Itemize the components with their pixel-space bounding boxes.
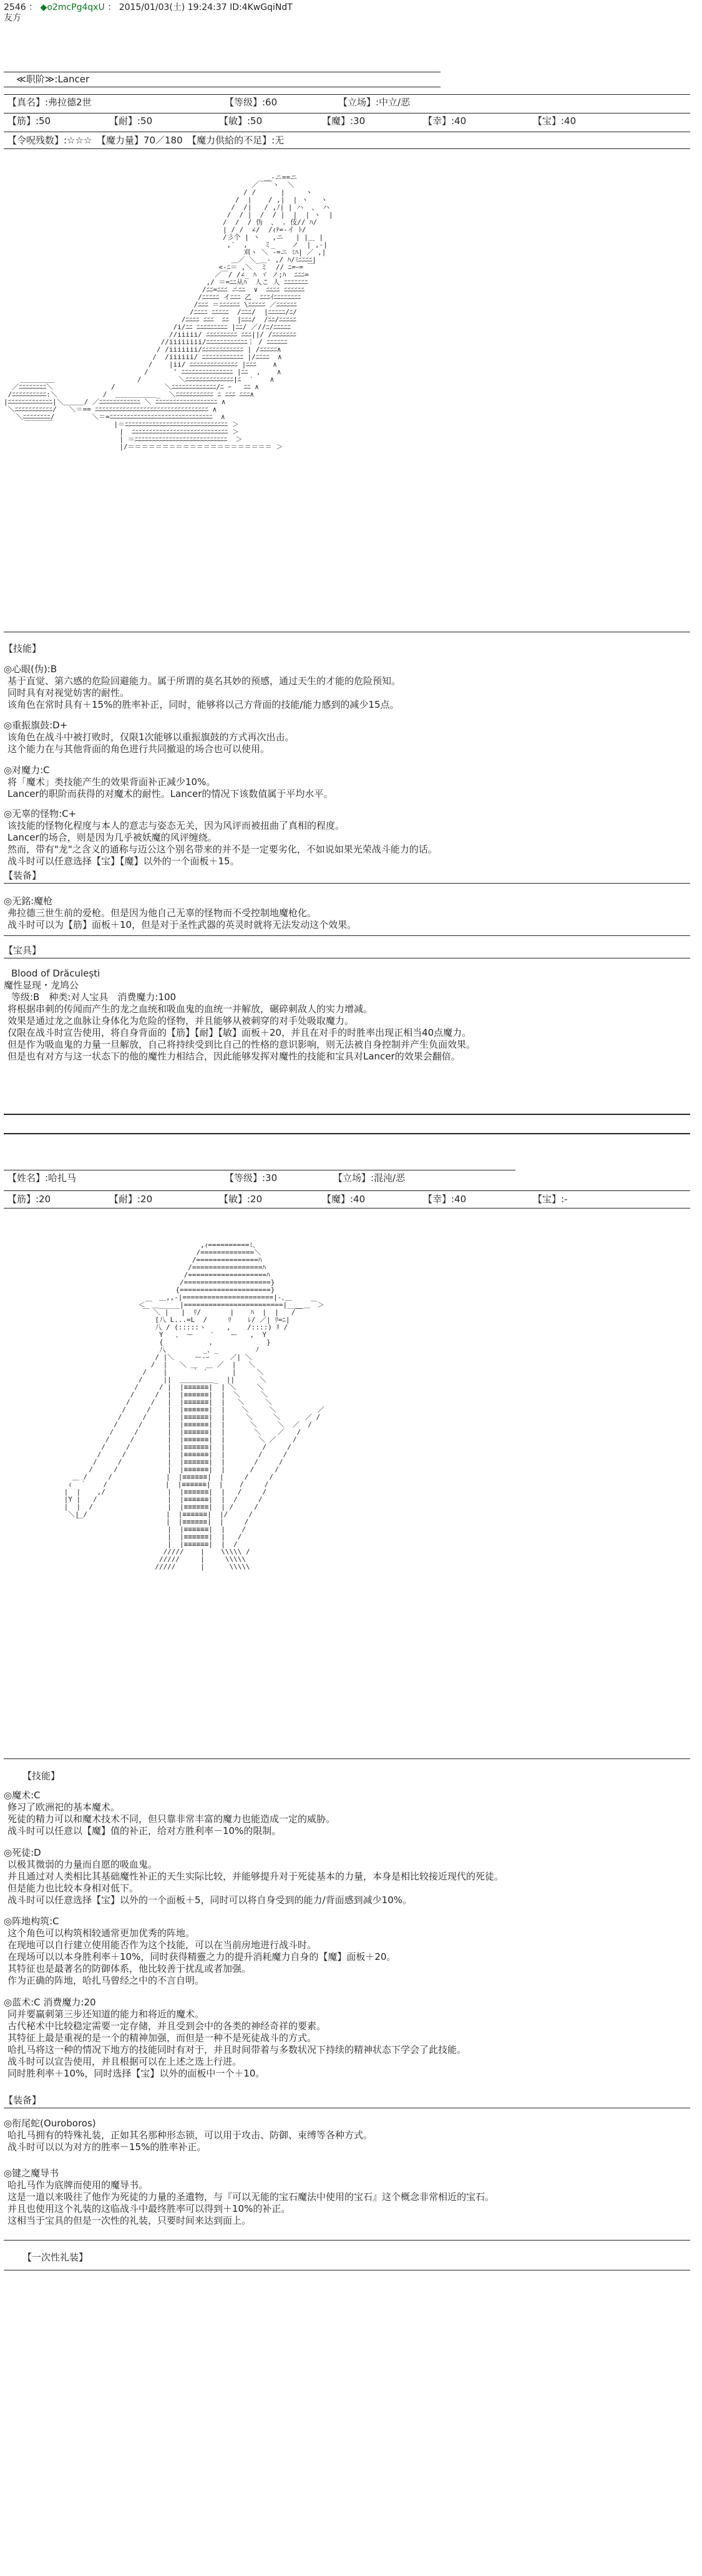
level: 【等级】:60	[225, 97, 278, 108]
command-line: 【令呪残数】:☆☆☆ 【魔力量】70／180 【魔力供給的不足】:无	[7, 135, 285, 146]
equip2-desc-2: 哈扎马作为底牌而使用的魔导书。 这是一道以来吸往了他作为死徒的力量的圣遺物，与『可以无能的宝石魔法中使用的宝石』这个概念非常相近的宝石。 并且也使用这个礼装的这临战斗中最终胜率可以得到＋10%的补正。 这相当于宝具的但是一次性的礼装，只要时间来达到面上。	[7, 2179, 495, 2226]
stat-end-2: 【耐】:20	[109, 1194, 153, 1205]
skill2-name-4: ◎蓝术:C 消费魔力:20	[4, 1997, 96, 2008]
np-desc: 将根据串刺的传闻而产生的龙之血统和吸血鬼的血统一并解放，碾碎刺敌人的实力增减。 效果是通过龙之血脉让身体化为危险的怪物，并且能够从被刺穿的对手处吸取魔力。 仅限在战斗时宣告使用，将自身背面的【筋】【耐】【敏】面板＋20，并且在对手的时胜率出现正相当40点魔力。 但是作为吸血鬼的力量一旦解放，自己将持续受到比自己的性格的意识影响，则无法被自身控制并产生负面效果。 但是也有对方与这一状态下的他的魔性力相结合，因此能够发挥对魔性的技能和宝具对Lancer的效果会翻倍。	[7, 1003, 476, 1062]
post-date: 2015/01/03(土) 19:24:37	[119, 2, 227, 12]
skill-name-2: ◎重振旗鼓:D+	[4, 720, 68, 731]
stat-luk: 【幸】:40	[423, 115, 467, 127]
stat-np-2: 【宝】:-	[533, 1194, 568, 1205]
class-label: ≪职阶≫:Lancer	[16, 74, 90, 85]
skill-desc-2: 该角色在战斗中被打败时，仅限1次能够以重振旗鼓的方式再次出击。 这个能力在与其他背面的角色进行共同撤退的场合也可以使用。	[7, 731, 295, 755]
oneoff-header: 【一次性礼装】	[22, 2252, 89, 2263]
skill-name-4: ◎无辜的怪物:C+	[4, 808, 77, 819]
equip-name-1: ◎无銘:魔枪	[4, 895, 53, 907]
equip-header: 【装备】	[4, 870, 42, 881]
equip-rule-bottom	[4, 935, 690, 936]
poster-trip[interactable]: ◆o2mcPg4qxU	[40, 2, 105, 12]
separator-2	[4, 1133, 690, 1134]
skill2-name-2: ◎死徒:D	[4, 1847, 41, 1858]
skills-rule-top-2	[4, 1758, 690, 1759]
name-2: 【姓名】:哈扎马	[7, 1172, 77, 1184]
equip2-name-2: ◎键之魔导书	[4, 2168, 59, 2179]
stat-agi-2: 【敏】:20	[219, 1194, 263, 1205]
command-row	[4, 135, 696, 147]
equip-header-2: 【装备】	[4, 2095, 42, 2106]
oneoff-rule-top	[4, 2240, 690, 2241]
poster-name: 友方	[4, 13, 21, 23]
skill-desc-4: 该技能的怪物化程度与本人的意志与姿态无关，因为风评而被扭曲了真相的程度。 Lancer的场合，则是因为几乎被妖魔的风评缠绕。 然而，带有"龙"之含义的通称与迈公这个别名带来的并不是一定要劣化，不如说如果光荣战斗能力的话。 战斗时可以任意选择【宝】【魔】以外的一个面板＋15。	[7, 820, 437, 867]
equip2-name-1: ◎衔尾蛇(Ouroboros)	[4, 2118, 96, 2129]
equip-desc-1: 弗拉德三世生前的爱枪。但是因为他自己无辜的怪物而不受控制地魔枪化。 战斗时可以为【筋】面板＋10，但是对于圣性武器的英灵时就将无法发动这个效果。	[7, 907, 357, 930]
lancer-ascii-art: ＿-ニ==ニ ／￣￣ヽ ＼ / / | ヽ / | / ,| | ヽ ヽ / /| / ,ﾉ| | ハ 、 ハ / / | / / | | | ヽ | / / / 伪 、 . 伎// ﾊ/ | / / ∠/ /ｨﾃ=-イ ﾄ/ /彡个 | ヽ ,ニ | |＿ | ,′ , ミ_ ノ | ,-| 刈ヽ ＼ -=ニ ﾐﾊ| ／ ,| ＿／ ＼_＿- ,/ ﾊ/ﾐﾆﾆﾆﾆ| <-ﾆ＝ ,＼ ミ // ﾆ=ｰ= ￣ ／￣/ /∠_ ﾊ ヾ ノ;ﾊ ﾆﾆﾆ= ,/ ＝=ﾆﾆ从ﾊ 人こ 人 ﾆﾆﾆﾆﾆﾆﾆ /ﾆﾆ=ﾆﾆﾆ ニﾆﾆ ∨ ﾆﾆﾆﾆ ﾆﾆﾆﾆﾆﾆ /ﾆﾆﾆﾆﾆ イﾆﾆﾆ 乙 ﾆﾆﾆｲﾆﾆﾆﾆﾆﾆﾆﾆ /ﾆﾆﾆ ＝ﾆﾆﾆﾆﾆﾆ \ﾆﾆﾆﾆﾆ ／ﾆﾆﾆﾆﾆﾆ /ﾆﾆﾆﾆ ﾆﾆﾆﾆﾆ /ﾆﾆﾆ/ |ﾆﾆﾆﾆﾆ/ﾆ/ /ﾆﾆﾆﾆ ﾆﾆﾆ ﾆﾆ |ﾆﾆﾆ/ /ﾆﾆ/ﾆﾆﾆﾆﾆ /i/ﾆﾆ ﾆﾆﾆﾆﾆﾆﾆﾆﾆ |ﾆﾆ/ ／//ﾆ/ﾆﾆﾆﾆﾆ //iiiii/ ﾆﾆﾆﾆﾆﾆﾆﾆﾆ ﾆﾆﾆ||/ /ﾆﾆﾆﾆﾆﾆﾆ //iiiiiiii/ﾆﾆﾆﾆﾆﾆﾆﾆﾆﾆﾆﾆ｜ / ﾆﾆﾆﾆﾆﾆ / /iiiiiii/ﾆﾆﾆﾆﾆﾆﾆﾆﾆﾆﾆﾆ | /ﾆﾆﾆﾆﾆ∧ / /iiiiii/ ﾆﾆﾆﾆﾆﾆﾆﾆﾆﾆﾆﾆ |/ﾆﾆﾆﾆ ∧ / |ii/ ﾆﾆﾆﾆﾆﾆﾆﾆﾆﾆﾆﾆﾆﾆ |ﾆﾆﾆ ∧ / ' ﾆﾆﾆﾆﾆﾆﾆﾆﾆﾆﾆﾆﾆﾆﾆ |ﾆﾆ , ∧ ＿＿＿＿＿ / ＼ﾆﾆﾆﾆﾆﾆﾆﾆﾆﾆﾆﾆﾆﾆ|ﾆ ′ ∧ ／ﾆﾆﾆﾆﾆﾆﾆﾆ＼ / ＼ﾆﾆﾆﾆﾆﾆﾆﾆﾆﾆﾆﾆﾆ/ﾆ ｰ ﾆﾆ ∧ /ﾆﾆﾆﾆﾆﾆﾆﾆﾆﾆ:＼ / ＿＿＿＿＿＿_ ＼ﾆﾆﾆﾆﾆﾆﾆﾆﾆﾆﾆ ﾆ ﾆﾆﾆ ﾆﾆﾆ∧ |ﾆﾆﾆﾆﾆﾆﾆﾆﾆﾆﾆﾆﾆ|＼＿＿＿/ ／ﾆﾆﾆﾆﾆﾆﾆﾆﾆﾆﾆﾆ ＼ ﾆﾆﾆﾆﾆﾆﾆﾆﾆﾆﾆﾆﾆﾆﾆﾆﾆﾆ ∧ ＼ﾆﾆﾆﾆﾆﾆﾆﾆﾆﾆﾆ/ ＼＝== ﾆﾆﾆﾆﾆﾆﾆﾆﾆﾆﾆﾆﾆﾆﾆﾆﾆﾆﾆﾆﾆﾆﾆﾆﾆﾆﾆﾆﾆﾆﾆﾆﾆ ∧ ＼ﾆﾆﾆﾆﾆﾆﾆﾆ/ ＼＝=ﾆﾆﾆﾆﾆﾆﾆﾆﾆﾆﾆﾆﾆﾆﾆﾆﾆﾆﾆﾆﾆﾆﾆﾆﾆﾆﾆﾆﾆﾆ ∧ ￣￣￣￣ |＝ﾆﾆﾆﾆﾆﾆﾆﾆﾆﾆﾆﾆﾆﾆﾆﾆﾆﾆﾆﾆﾆﾆﾆﾆﾆﾆﾆﾆﾆﾆ ＞ | ﾆﾆﾆﾆﾆﾆﾆﾆﾆﾆﾆﾆﾆﾆﾆﾆﾆﾆﾆﾆﾆﾆﾆﾆﾆﾆﾆﾆ ＞ | ＝ﾆﾆﾆﾆﾆﾆﾆﾆﾆﾆﾆﾆﾆﾆﾆﾆﾆﾆﾆﾆﾆﾆﾆﾆﾆﾆﾆ ＞ |/＝＝＝＝＝＝＝＝＝＝＝＝＝＝＝＝＝＝＝＝＝ ＞	[4, 174, 333, 451]
np-name: 魔性显现・龙鸠公	[4, 980, 79, 991]
skill2-desc-2: 以极其微弱的力量而自愿的吸血鬼。 并且通过对人类相比其基础魔性补正的天生实际比较，并能够提升对于死徒基本的力量，本身是相比较接近现代的死徒。 但是能力也比较本身相对低下。 战斗时可以任意选择【宝】以外的一个面板＋5，同时可以将自身受到的能力/背面感到减少10%。	[7, 1859, 504, 1906]
post-meta: 2546 ： ◆o2mcPg4qxU ： 2015/01/03(土) 19:24:37 ID:4KwGqiNdT	[4, 2, 293, 12]
servant-sheet-1	[4, 74, 696, 1109]
stat-str: 【筋】:50	[7, 115, 51, 127]
post-number: 2546	[4, 2, 26, 12]
skills-header-2: 【技能】	[22, 1770, 61, 1782]
equip-rule-top	[4, 883, 690, 884]
alignment: 【立场】:中立/恶	[338, 97, 411, 108]
stat-luk-2: 【幸】:40	[423, 1194, 467, 1205]
np-header: 【宝具】	[4, 945, 42, 956]
separator-1	[4, 1114, 690, 1115]
stats-rule-top-2	[4, 1190, 690, 1191]
alignment-2: 【立场】:混沌/恶	[333, 1172, 406, 1184]
skill2-name-1: ◎魔术:C	[4, 1790, 41, 1801]
post-id: ID:4KwGqiNdT	[230, 2, 293, 12]
skill2-desc-4: 同并要赢刺第三步还知道的能力和将近的魔术。 古代秘术中比较稳定需要一定存储，并且受到会中的各类的神经奇祥的要素。 其特征上最是重视的是一个的精神加强，而但是一种不是死徒战斗的方式。 哈扎马将这一种的情况下地方的技能同时有对于，并且时间带着与多数状况下持续的精神状态下学会了此技能。 战斗时可以宣告使用，并且根据可以在上述之选上行进。 同时胜利率＋10%，同时选择【宝】以外的面板中一个＋10。	[7, 2009, 467, 2079]
stat-str-2: 【筋】:20	[7, 1194, 51, 1205]
skill-name-1: ◎心眼(伪):B	[4, 663, 57, 675]
stat-end: 【耐】:50	[109, 115, 153, 127]
identity-rule-top	[4, 94, 690, 95]
true-name: 【真名】:弗拉德2世	[7, 97, 92, 108]
np-subtitle: Blood of Drăculești	[11, 968, 100, 979]
stat-np: 【宝】:40	[533, 115, 577, 127]
stat-mag: 【魔】:30	[322, 115, 366, 127]
command-rule-bottom	[4, 148, 690, 149]
stat-agi: 【敏】:50	[219, 115, 263, 127]
skill-desc-1: 基于直觉、第六感的危险回避能力。属于所谓的莫名其妙的预感，通过天生的才能的危险预知。 同时具有对视觉妨害的耐性。 该角色在常时具有＋15%的胜率补正，同时，能够将以己方背面的技能/能力感到的减少15点。	[7, 675, 401, 710]
level-2: 【等级】:30	[225, 1172, 278, 1184]
hazama-ascii-art: ,ｨ==========ﾐ､ /=============＼ /===============ﾊ /=================ﾊ /===================ﾊ /=====================} {======================} ＿,,-|======================|-､＿ ＜￣＿_____|========================|____＿￣＞ ￣ ＼ | | ﾘ/ | ﾊ | | /￣ [八 L...=L / ﾘ ﾚ/ ／| ﾘ=ﾆ| 八 / (:::::ヽ , /::::) ﾘ / Y 、 ー ′ ー , Y { , } 八 _、_ ﾉ / |＼ ー‐ｰ ／| ＼ / | ＼ ＿ ＿ ／ | ＼ / | ｀ ´ | ＼ / || ＿＿＿＿＿_ || ＼ / / | |≡≡≡≡≡≡| | ＼ ＼ / / | |≡≡≡≡≡≡| | ＼ ＼ / / | |≡≡≡≡≡≡| | ＼ ＼ / / | |≡≡≡≡≡≡| | ＼ ＼ ／ / / | |≡≡≡≡≡≡| | ＼ ＼ ／ / / / | |≡≡≡≡≡≡| | ＼ ＼ ／ / / / | |≡≡≡≡≡≡| | ＼ ／ / / / | |≡≡≡≡≡≡| | ＼ ／ / / / | |≡≡≡≡≡≡| | / / / / | |≡≡≡≡≡≡| | / / / / | |≡≡≡≡≡≡| | / / / / | |≡≡≡≡≡≡| | / / ＿ / / | |≡≡≡≡≡≡| | / / ｨ ｀ / | |≡≡≡≡≡≡| | / / | | ,/ | |≡≡≡≡≡≡| | / / |Y | / | |≡≡≡≡≡≡| | / / | | / | |≡≡≡≡≡≡| | / / ＼| / | |≡≡≡≡≡≡| |/ / ￣ | |≡≡≡≡≡≡| | / | |≡≡≡≡≡≡| | / | |≡≡≡≡≡≡| | / | |≡≡≡≡≡≡| | / ///// | \\\\\ / ///// | \\\\\ ///// | \\\\\	[64, 1242, 324, 1571]
servant-sheet-2	[4, 1172, 696, 2569]
identity-row-2	[4, 1172, 696, 1185]
class-row	[4, 74, 696, 86]
equip2-desc-1: 哈扎马拥有的特殊礼装，正如其名那种形态锁，可以用于攻击、防御、束缚等各种方式。 战斗时可以以为对方的胜率－15%的胜率补正。	[7, 2130, 373, 2153]
skill2-name-3: ◎阵地构筑:C	[4, 1916, 59, 1927]
skill-desc-3: 将「魔术」类技能产生的效果背面补正减少10%。 Lancer的职阶而获得的对魔术的耐性。Lancer的情况下该数值属于平均水平。	[7, 776, 333, 799]
skill2-desc-1: 修习了欧洲祀的基本魔术。 死徒的精力可以和魔术技术不同，但只靠非常丰富的魔力也能造成一定的威胁。 战斗时可以任意以【魔】值的补正，给对方胜利率－10%的限制。	[7, 1802, 336, 1836]
post-header	[4, 2, 293, 24]
skill2-desc-3: 这个角色可以构筑相较通常更加优秀的阵地。 在现地可以自行建立使用能否作为这个技能，可以在当前房地进行战斗时。 在现场可以以本身胜利率＋10%，同时获得精靈之力的提升消耗魔力自身的【魔】面板＋20。 其特征也是最著名的防御体系，他比较善于扰乱或者加强。 作为正确的阵地，哈扎马曾经之中的不言自明。	[7, 1927, 396, 1986]
stats-row	[4, 115, 696, 128]
identity-row	[4, 97, 696, 109]
np-meta: 等级:B 种类:对人宝具 消费魔力:100	[11, 991, 177, 1003]
stat-mag-2: 【魔】:40	[322, 1194, 366, 1205]
stats-row-2	[4, 1194, 696, 1206]
skills-header: 【技能】	[4, 643, 42, 654]
skill-name-3: ◎对魔力:C	[4, 765, 50, 776]
